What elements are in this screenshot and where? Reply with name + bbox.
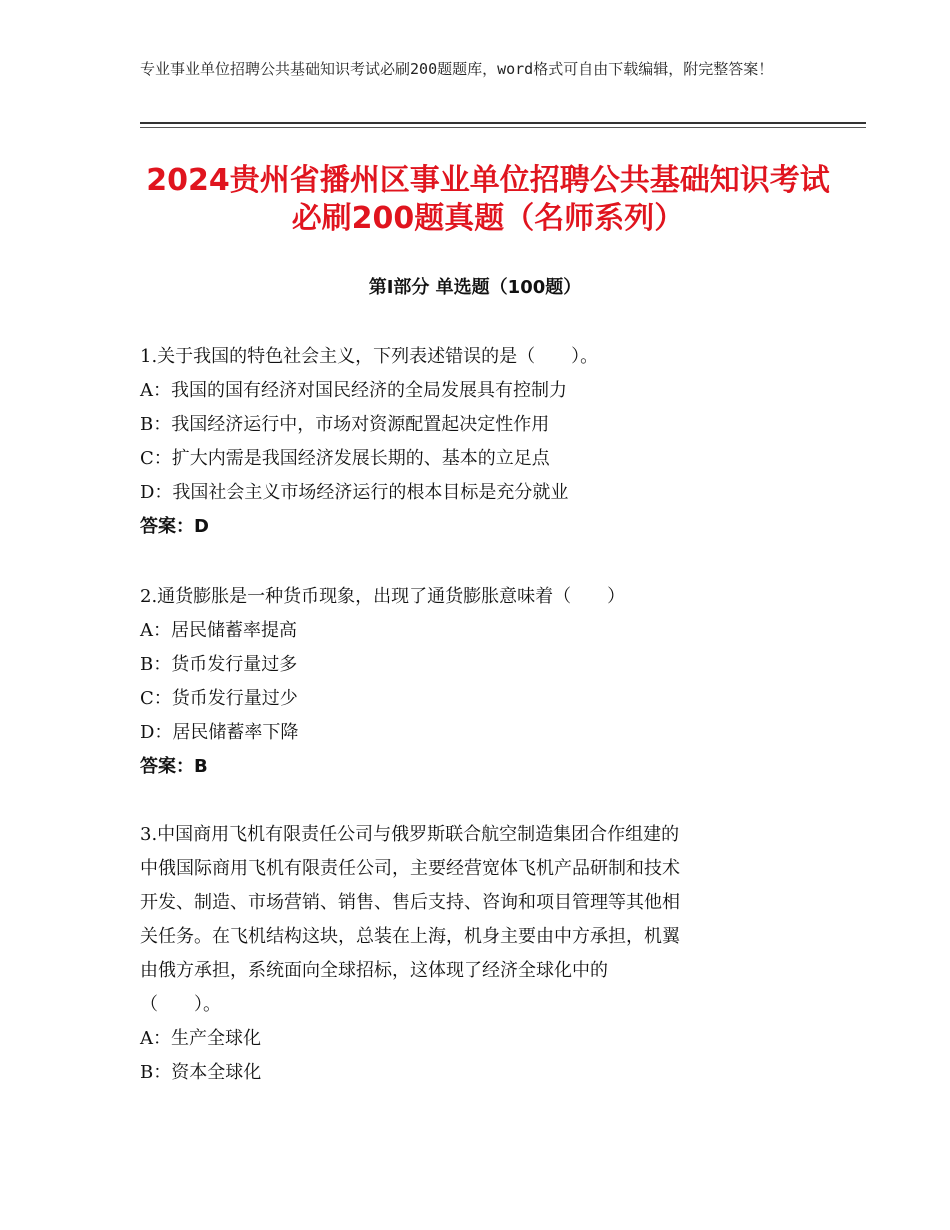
option-c: C：扩大内需是我国经济发展长期的、基本的立足点 bbox=[140, 448, 550, 469]
answer-line: 答案：B bbox=[140, 756, 208, 777]
question-3 bbox=[140, 818, 800, 1090]
question-2 bbox=[140, 580, 800, 784]
header-divider-thin bbox=[140, 127, 866, 128]
question-stem-line: 3.中国商用飞机有限责任公司与俄罗斯联合航空制造集团合作组建的 bbox=[140, 824, 680, 845]
option-b: B：我国经济运行中，市场对资源配置起决定性作用 bbox=[140, 414, 550, 435]
document-title: 2024贵州省播州区事业单位招聘公共基础知识考试必刷200题真题（名师系列） bbox=[146, 163, 830, 236]
option-a: A：生产全球化 bbox=[140, 1028, 261, 1049]
option-b: B：资本全球化 bbox=[140, 1062, 262, 1083]
question-stem-line: 开发、制造、市场营销、销售、售后支持、咨询和项目管理等其他相 bbox=[140, 892, 680, 913]
question-stem-line: 关任务。在飞机结构这块，总装在上海，机身主要由中方承担，机翼 bbox=[140, 926, 680, 947]
option-a: A：居民储蓄率提高 bbox=[140, 620, 297, 641]
option-d: D：居民储蓄率下降 bbox=[140, 722, 299, 743]
header-divider-thick bbox=[140, 122, 866, 124]
question-stem-line: 由俄方承担，系统面向全球招标，这体现了经济全球化中的 bbox=[140, 960, 608, 981]
question-1 bbox=[140, 340, 800, 544]
header-note: 专业事业单位招聘公共基础知识考试必刷200题题库，word格式可自由下载编辑，附完整答案！ bbox=[140, 60, 774, 78]
answer-line: 答案：D bbox=[140, 516, 209, 537]
option-c: C：货币发行量过少 bbox=[140, 688, 298, 709]
question-stem-line: 中俄国际商用飞机有限责任公司，主要经营宽体飞机产品研制和技术 bbox=[140, 858, 680, 879]
option-a: A：我国的国有经济对国民经济的全局发展具有控制力 bbox=[140, 380, 567, 401]
question-stem-line: （ ）。 bbox=[140, 994, 221, 1015]
option-d: D：我国社会主义市场经济运行的根本目标是充分就业 bbox=[140, 482, 569, 503]
question-stem: 1.关于我国的特色社会主义，下列表述错误的是（ ）。 bbox=[140, 346, 599, 367]
option-b: B：货币发行量过多 bbox=[140, 654, 298, 675]
question-stem: 2.通货膨胀是一种货币现象，出现了通货膨胀意味着（ ） bbox=[140, 586, 626, 607]
section-heading: 第Ⅰ部分 单选题（100题） bbox=[368, 277, 582, 298]
